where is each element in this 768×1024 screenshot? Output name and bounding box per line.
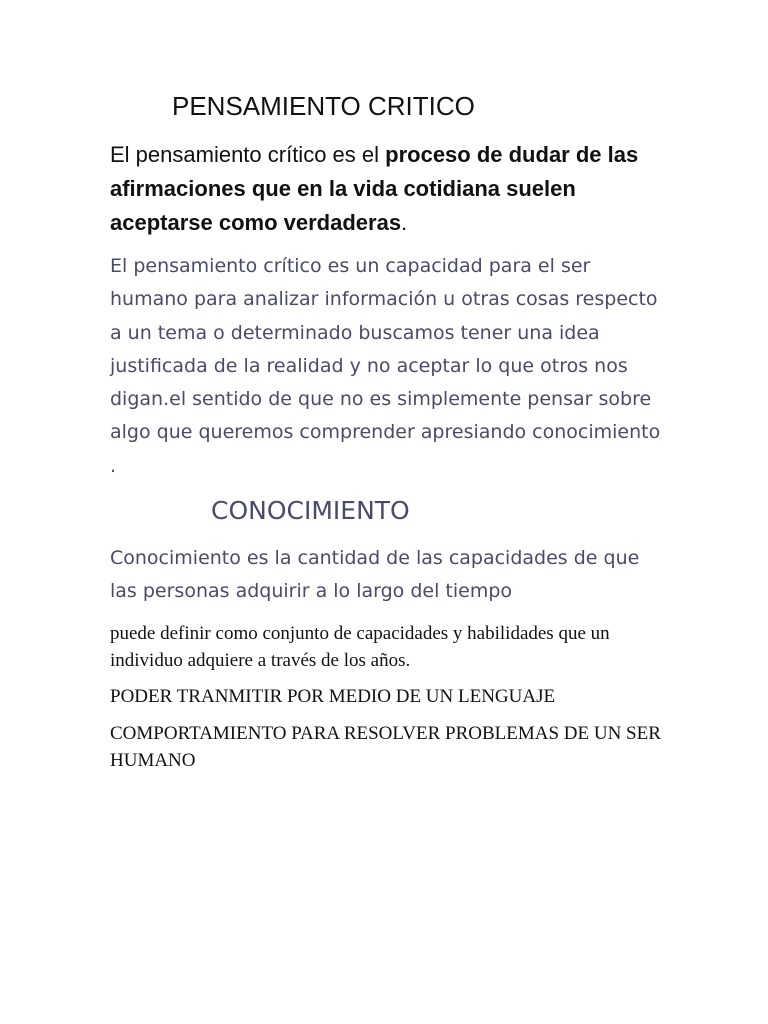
intro-paragraph [110,138,670,240]
intro-period: . [401,210,408,235]
paragraph-conocimiento: Conocimiento es la cantidad de las capacidades de que las personas adquirir a lo largo del tiempo [110,547,640,603]
document-title: PENSAMIENTO CRITICO [172,91,475,121]
intro-bold-text: proceso de dudar de las afirmaciones que en la vida cotidiana suelen aceptarse como verdaderas [110,142,639,235]
paragraph-transmit: PODER TRANMITIR POR MEDIO DE UN LENGUAJE [110,686,556,707]
paragraph-definition: puede definir como conjunto de capacidades y habilidades que un individuo adquiere a través de los años. [110,623,610,671]
paragraph-critical-thinking: El pensamiento crítico es un capacidad para el ser humano para analizar información u otras cosas respecto a un tema o determinado buscamos tener una idea justificada de la realidad y no aceptar lo que otros nos digan.el sentido de que no es simplemente pensar sobre algo que queremos comprender apresiando conocimiento . [110,255,661,477]
section-heading-conocimiento: CONOCIMIENTO [211,496,410,525]
paragraph-behavior: COMPORTAMIENTO PARA RESOLVER PROBLEMAS DE UN SER HUMANO [110,723,661,771]
intro-text: El pensamiento crítico es el [110,142,386,167]
